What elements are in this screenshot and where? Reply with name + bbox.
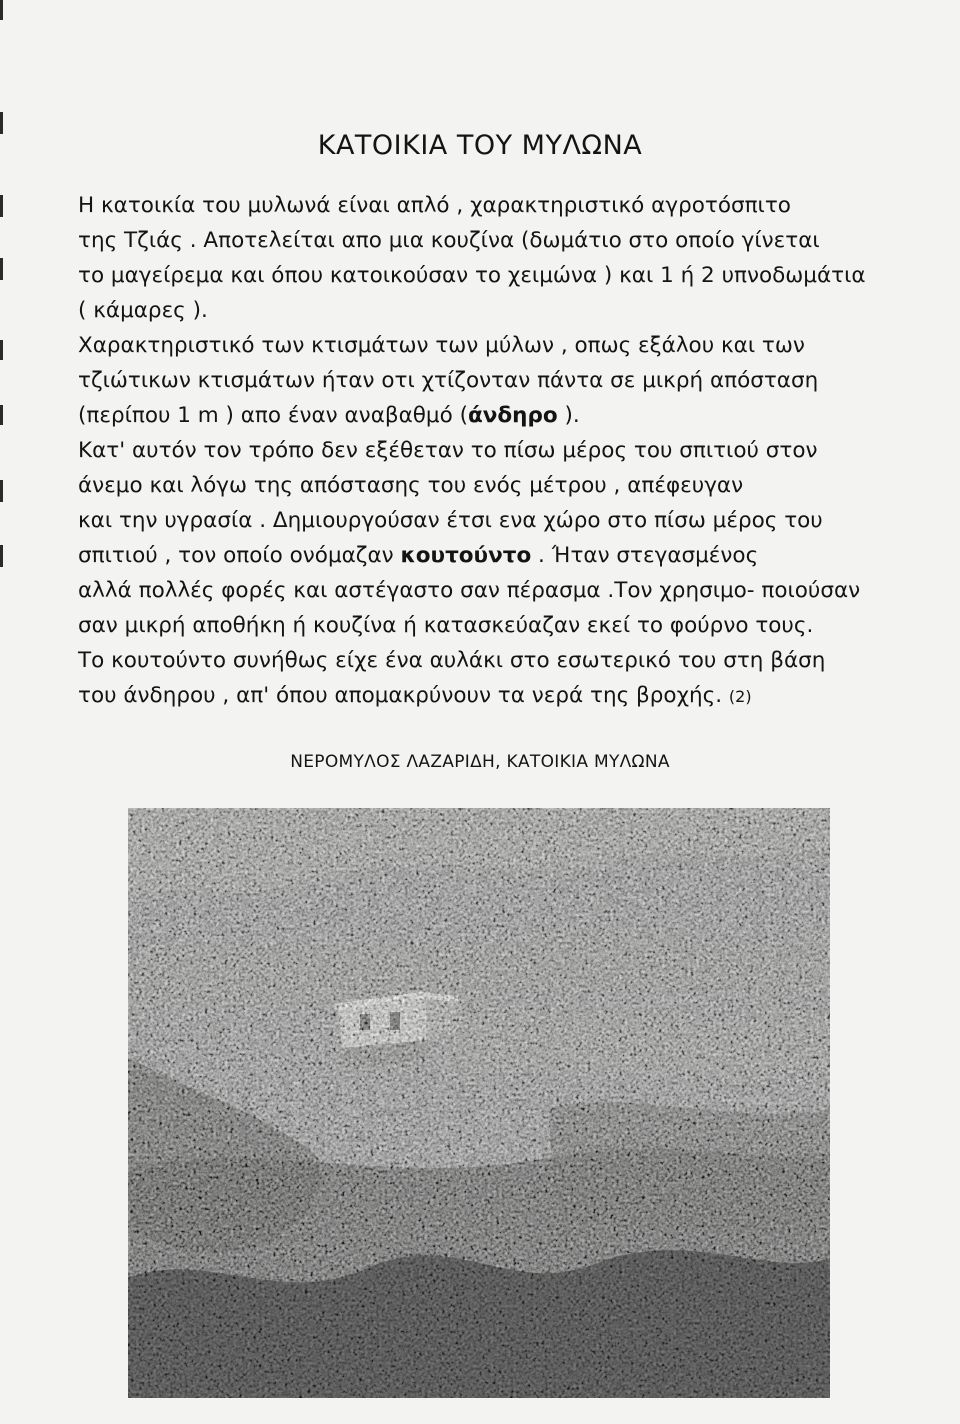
body-line xyxy=(78,223,878,258)
binder-mark xyxy=(0,195,3,217)
body-line xyxy=(78,363,878,398)
binder-mark xyxy=(0,545,3,567)
body-text-span: της Τζιάς . Αποτελείται απο μια κουζίνα (δωμάτιο στο οποίο γίνεται xyxy=(78,228,820,253)
body-text-span: άνεμο και λόγω της απόστασης του ενός μέτρου , απέφευγαν xyxy=(78,473,744,498)
mill-house-photo xyxy=(128,808,830,1398)
body-text-span: σπιτιού , τον οποίο ονόμαζαν xyxy=(78,543,401,568)
body-text-span: ). xyxy=(557,403,580,428)
body-line xyxy=(78,503,878,538)
body-text-span: τζιώτικων κτισμάτων ήταν οτι χτίζονταν πάντα σε μικρή απόσταση xyxy=(78,368,819,393)
reference-mark: (2) xyxy=(728,687,752,706)
body-text xyxy=(78,188,878,713)
body-line xyxy=(78,573,878,608)
photo-caption: ΝΕΡΟΜΥΛΟΣ ΛΑΖΑΡΙΔΗ, ΚΑΤΟΙΚΙΑ ΜΥΛΩΝΑ xyxy=(290,752,670,772)
body-line xyxy=(78,433,878,468)
body-text-span: και την υγρασία . Δημιουργούσαν έτσι ενα χώρο στο πίσω μέρος του xyxy=(78,508,823,533)
body-line xyxy=(78,398,878,433)
binder-mark xyxy=(0,480,3,502)
body-text-span: αλλά πολλές φορές και αστέγαστο σαν πέρασμα .Τον χρησιμο- ποιούσαν xyxy=(78,578,861,603)
body-line xyxy=(78,538,878,573)
binder-mark xyxy=(0,340,3,360)
body-text-span: Η κατοικία του μυλωνά είναι απλό , χαρακτηριστικό αγροτόσπιτο xyxy=(78,193,791,218)
page-title: ΚΑΤΟΙΚΙΑ ΤΟΥ ΜΥΛΩΝΑ xyxy=(317,130,643,161)
body-line xyxy=(78,468,878,503)
body-line xyxy=(78,678,878,713)
body-text-span: (περίπου 1 m ) απο έναν αναβαθμό ( xyxy=(78,403,468,428)
body-line xyxy=(78,293,878,328)
binder-mark xyxy=(0,405,3,425)
body-text-span: Το κουτούντο συνήθως είχε ένα αυλάκι στο εσωτερικό του στη βάση xyxy=(78,648,826,673)
body-line xyxy=(78,643,878,678)
body-text-span: Χαρακτηριστικό των κτισμάτων των μύλων , οπως εξάλου και των xyxy=(78,333,805,358)
term-highlight: κουτούντο xyxy=(400,543,532,568)
body-text-span: του άνδηρου , απ' όπου απομακρύνουν τα νερά της βροχής. xyxy=(78,683,729,708)
body-line xyxy=(78,328,878,363)
binder-mark xyxy=(0,258,3,280)
body-line xyxy=(78,258,878,293)
body-text-span: Κατ' αυτόν τον τρόπο δεν εξέθεταν το πίσω μέρος του σπιτιού στον xyxy=(78,438,818,463)
body-text-span: σαν μικρή αποθήκη ή κουζίνα ή κατασκεύαζαν εκεί το φούρνο τους. xyxy=(78,613,814,638)
binder-mark xyxy=(0,0,3,20)
body-text-span: το μαγείρεμα και όπου κατοικούσαν το χειμώνα ) και 1 ή 2 υπνοδωμάτια xyxy=(78,263,866,288)
body-text-span: ( κάμαρες ). xyxy=(78,298,208,323)
body-line xyxy=(78,188,878,223)
term-highlight: άνδηρο xyxy=(467,403,558,428)
body-text-span: . Ήταν στεγασμένος xyxy=(531,543,759,568)
body-line xyxy=(78,608,878,643)
